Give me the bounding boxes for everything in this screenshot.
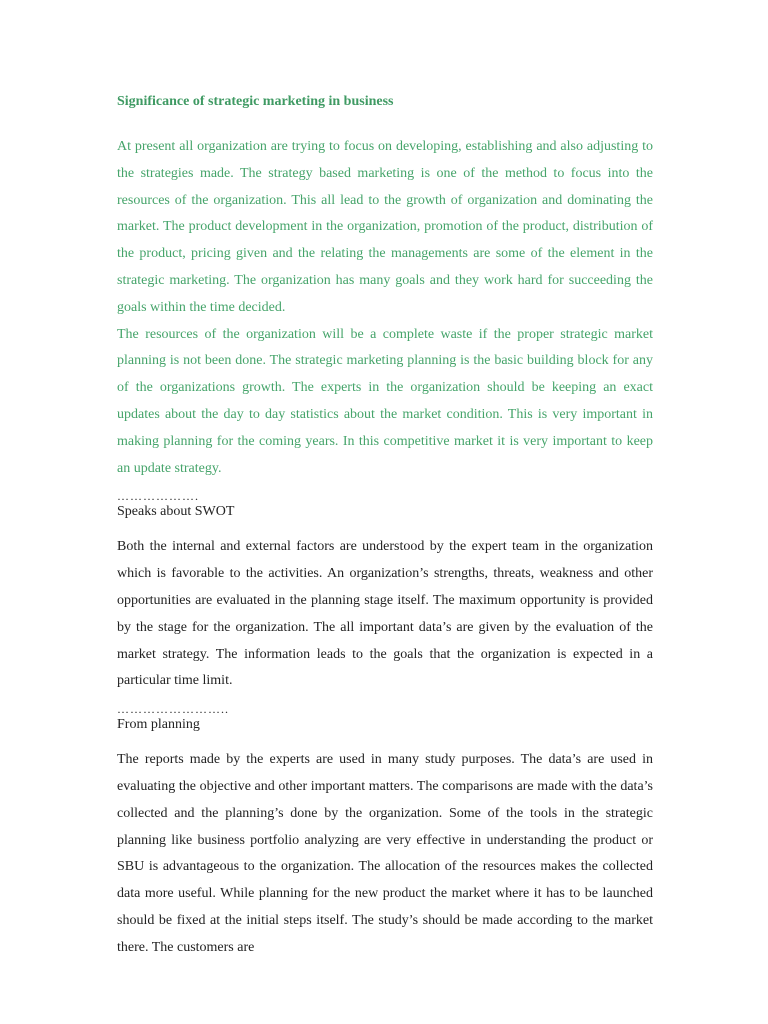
document-page <box>117 90 653 962</box>
dots-separator: …………………….. <box>117 702 229 717</box>
subheading-planning: From planning <box>117 717 200 733</box>
paragraph-swot: Both the internal and external factors are understood by the expert team in the organization which is favorable to the activities. An organization’s strengths, threats, weakness and other opportunities are evaluated in the planning stage itself. The maximum opportunity is provided by the stage for the organization. The all important data’s are given by the evaluation of the market strategy. The information leads to the goals that the organization is expected in a particular time limit. <box>117 539 653 689</box>
subheading-swot: Speaks about SWOT <box>117 504 235 520</box>
dots-separator: ………………. <box>117 489 199 504</box>
section-heading: Significance of strategic marketing in business <box>117 94 394 109</box>
paragraph-strategy-intro: At present all organization are trying to focus on developing, establishing and also adjusting to the strategies made. The strategy based marketing is one of the method to focus into the resources of the organization. This all lead to the growth of organization and dominating the market. The product development in the organization, promotion of the product, distribution of the product, pricing given and the relating the managements are some of the element in the strategic marketing. The organization has many goals and they work hard for succeeding the goals within the time decided. <box>117 139 653 315</box>
paragraph-planning: The reports made by the experts are used in many study purposes. The data’s are used in evaluating the objective and other important matters. The comparisons are made with the data’s collected and the planning’s done by the organization. Some of the tools in the strategic planning like business portfolio analyzing are very effective in understanding the product or SBU is advantageous to the organization. The allocation of the resources makes the collected data more useful. While planning for the new product the market where it has to be launched should be fixed at the initial steps itself. The study’s should be made according to the market there. The customers are <box>117 752 653 955</box>
paragraph-resources: The resources of the organization will be a complete waste if the proper strategic market planning is not been done. The strategic marketing planning is the basic building block for any of the organizations growth. The experts in the organization should be keeping an exact updates about the day to day statistics about the market condition. This is very important in making planning for the coming years. In this competitive market it is very important to keep an update strategy. <box>117 326 653 476</box>
